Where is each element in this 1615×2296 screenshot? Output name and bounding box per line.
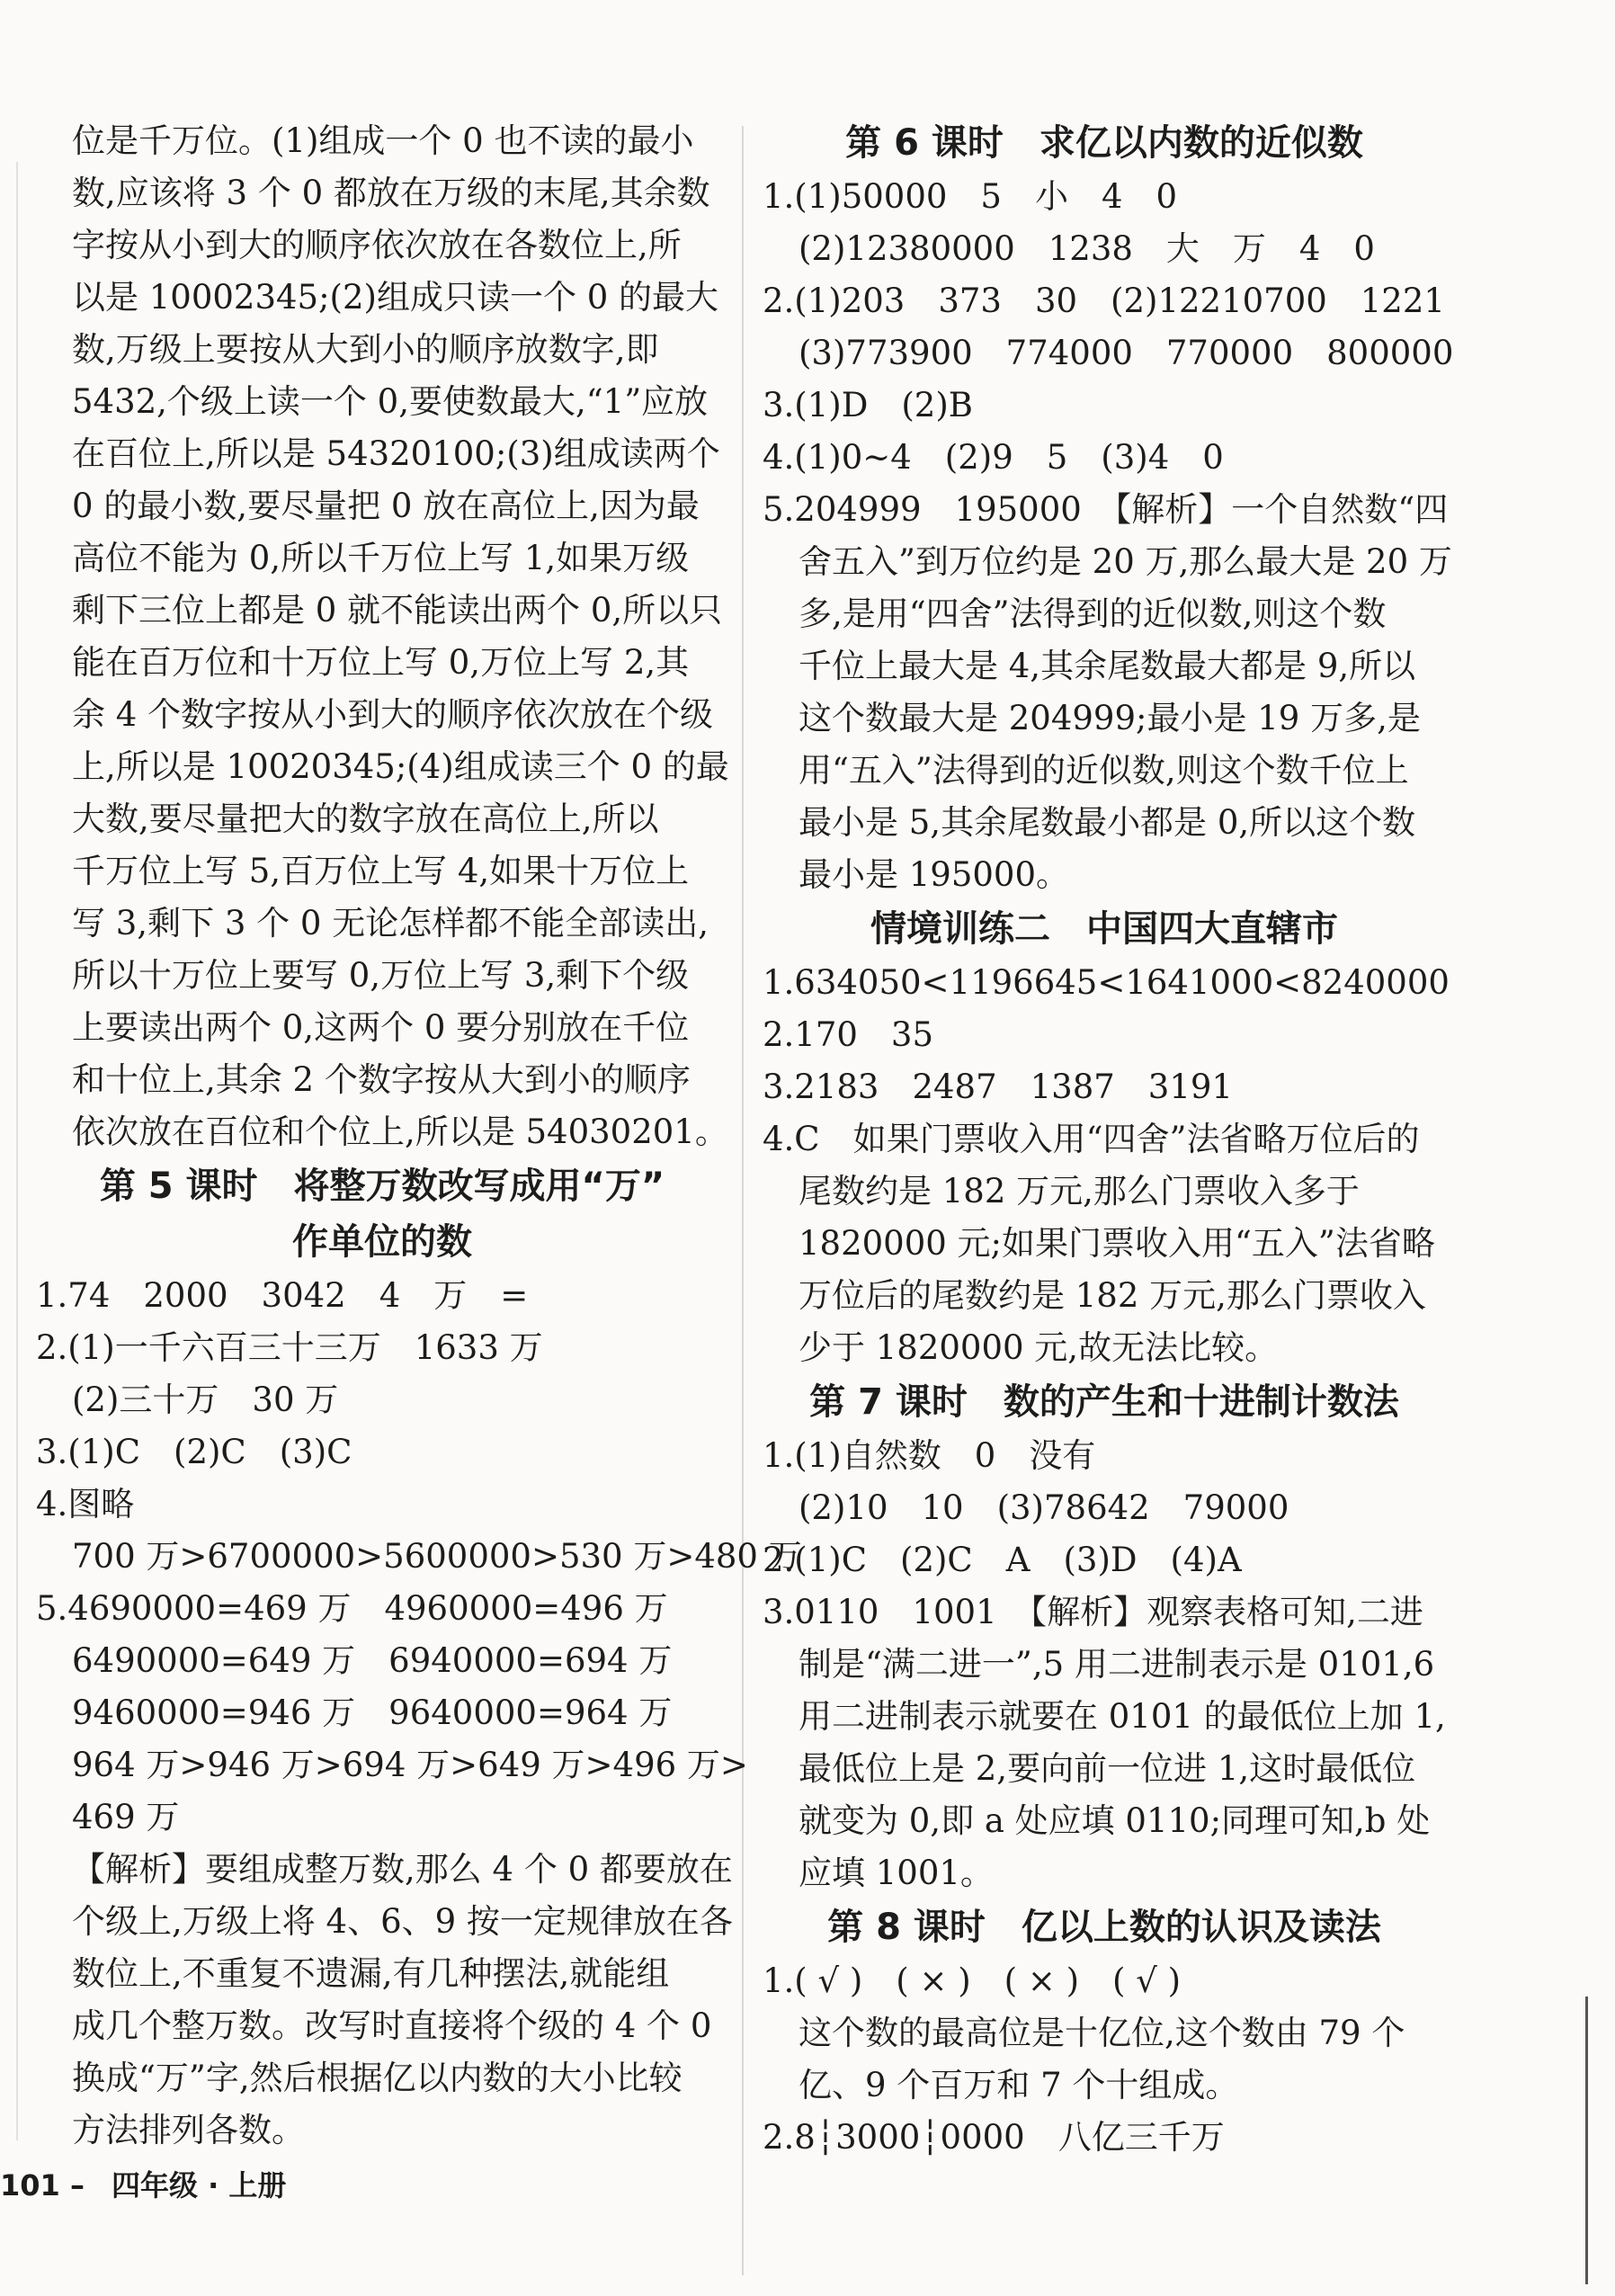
text-line: 在百位上,所以是 54320100;(3)组成读两个 (72, 434, 720, 473)
text-line: 字按从小到大的顺序依次放在各数位上,所 (72, 226, 682, 264)
lesson-7-title-text: 数的产生和十进制计数法 (1003, 1381, 1399, 1423)
lesson-6-number: 第 6 课时 (845, 122, 1004, 164)
text-line: 用“五入”法得到的近似数,则这个数千位上 (799, 751, 1409, 790)
text-line: 千万位上写 5,百万位上写 4,如果十万位上 (72, 852, 690, 890)
lesson-5-answers (36, 1270, 802, 2157)
text-line: 1.(1)自然数 0 没有 (763, 1436, 1096, 1475)
text-line: 多,是用“四舍”法得到的近似数,则这个数 (799, 594, 1387, 633)
text-line: 5.4690000=469 万 4960000=496 万 (36, 1589, 668, 1628)
lesson-8-title-text: 亿以上数的认识及读法 (1021, 1907, 1381, 1948)
text-line: 数位上,不重复不遗漏,有几种摆法,就能组 (72, 1954, 670, 1993)
page-number: 101 – (0, 2168, 85, 2202)
text-line: 就变为 0,即 a 处应填 0110;同理可知,b 处 (799, 1801, 1431, 1840)
text-line: 1.634050<1196645<1641000<8240000 (763, 963, 1450, 1002)
text-line: 【解析】要组成整万数,那么 4 个 0 都要放在 (72, 1850, 733, 1889)
text-line: (2)10 10 (3)78642 79000 (799, 1488, 1289, 1527)
text-line: 高位不能为 0,所以千万位上写 1,如果万级 (72, 539, 690, 577)
page-edge-line (16, 162, 18, 2140)
text-line: 这个数最大是 204999;最小是 19 万多,是 (799, 699, 1421, 737)
text-line: 舍五入”到万位约是 20 万,那么最大是 20 万 (799, 542, 1452, 581)
text-line: 2.8┆3000┆0000 八亿三千万 (763, 2118, 1225, 2157)
left-answer-text-top (36, 115, 728, 1158)
text-line: 1.( √ ) ( × ) ( × ) ( √ ) (763, 1961, 1182, 2000)
text-line: 3.2183 2487 1387 3191 (763, 1068, 1233, 1106)
text-line: 余 4 个数字按从小到大的顺序依次放在个级 (72, 695, 714, 734)
text-line: 制是“满二进一”,5 用二进制表示是 0101,6 (799, 1645, 1435, 1684)
text-line: 964 万>946 万>694 万>649 万>496 万> (72, 1746, 748, 1784)
text-line: 3.(1)C (2)C (3)C (36, 1433, 352, 1471)
text-line: 数,万级上要按从大到小的顺序放数字,即 (72, 330, 659, 369)
text-line: 位是千万位。(1)组成一个 0 也不读的最小 (72, 121, 694, 160)
lesson-5-title-text: 将整万数改写成用“万” (293, 1166, 665, 1207)
text-line: 尾数约是 182 万元,那么门票收入多于 (799, 1172, 1360, 1211)
text-line: 最小是 195000。 (799, 855, 1070, 894)
text-line: 上,所以是 10020345;(4)组成读三个 0 的最 (72, 747, 729, 786)
text-line: 2.(1)C (2)C A (3)D (4)A (763, 1541, 1242, 1579)
column-divider (742, 126, 744, 2275)
lesson-5-title (36, 1158, 728, 1214)
text-line: 方法排列各数。 (72, 2111, 305, 2149)
page-edge-mark (1585, 1997, 1588, 2284)
lesson-8-answers (763, 1955, 1446, 2164)
text-line: 2.170 35 (763, 1015, 934, 1054)
situation-label: 情境训练二 (870, 908, 1050, 950)
text-line: 700 万>6700000>5600000>530 万>480 万 (72, 1537, 802, 1576)
lesson-7-number: 第 7 课时 (809, 1381, 968, 1423)
text-line: (2)12380000 1238 大 万 4 0 (799, 229, 1375, 268)
situation-training-title (763, 901, 1446, 957)
text-line: 5.204999 195000 【解析】一个自然数“四 (763, 490, 1449, 529)
text-line: 写 3,剩下 3 个 0 无论怎样都不能全部读出, (72, 904, 709, 943)
lesson-6-title (763, 115, 1446, 171)
text-line: 所以十万位上要写 0,万位上写 3,剩下个级 (72, 956, 690, 995)
text-line: 2.(1)一千六百三十三万 1633 万 (36, 1328, 543, 1367)
text-line: 剩下三位上都是 0 就不能读出两个 0,所以只 (72, 591, 723, 630)
text-line: 5432,个级上读一个 0,要使数最大,“1”应放 (72, 382, 709, 421)
text-line: 6490000=649 万 6940000=694 万 (72, 1641, 673, 1680)
text-line: 这个数的最高位是十亿位,这个数由 79 个 (799, 2014, 1405, 2052)
text-line: (2)三十万 30 万 (72, 1380, 339, 1419)
text-line: 用二进制表示就要在 0101 的最低位上加 1, (799, 1697, 1446, 1736)
text-line: 1.74 2000 3042 4 万 = (36, 1276, 529, 1315)
left-column (36, 115, 802, 2157)
text-line: 0 的最小数,要尽量把 0 放在高位上,因为最 (72, 487, 700, 525)
text-line: 换成“万”字,然后根据亿以内数的大小比较 (72, 2059, 683, 2097)
text-line: 少于 1820000 元,故无法比较。 (799, 1328, 1279, 1367)
text-line: 成几个整万数。改写时直接将个级的 4 个 0 (72, 2006, 712, 2045)
text-line: 依次放在百位和个位上,所以是 54030201。 (72, 1112, 728, 1151)
text-line: 和十位上,其余 2 个数字按从大到小的顺序 (72, 1060, 691, 1099)
text-line: 大数,要尽量把大的数字放在高位上,所以 (72, 800, 659, 838)
text-line: 千位上最大是 4,其余尾数最大都是 9,所以 (799, 647, 1416, 685)
text-line: 最小是 5,其余尾数最小都是 0,所以这个数 (799, 803, 1416, 842)
right-column (763, 115, 1454, 2164)
text-line: 3.(1)D (2)B (763, 386, 973, 424)
text-line: 最低位上是 2,要向前一位进 1,这时最低位 (799, 1749, 1416, 1788)
text-line: 1820000 元;如果门票收入用“五入”法省略 (799, 1224, 1435, 1263)
text-line: 能在百万位和十万位上写 0,万位上写 2,其 (72, 643, 690, 682)
text-line: 4.图略 (36, 1485, 135, 1523)
text-line: 469 万 (72, 1798, 180, 1836)
text-line: 1.(1)50000 5 小 4 0 (763, 177, 1178, 216)
text-line: 应填 1001。 (799, 1854, 994, 1892)
text-line: 4.(1)0~4 (2)9 5 (3)4 0 (763, 438, 1224, 477)
text-line: 个级上,万级上将 4、6、9 按一定规律放在各 (72, 1902, 733, 1941)
situation-title-text: 中国四大直辖市 (1086, 908, 1338, 950)
situation-answers (763, 957, 1450, 1374)
text-line: 亿、9 个百万和 7 个十组成。 (799, 2066, 1239, 2104)
text-line: 4.C 如果门票收入用“四舍”法省略万位后的 (763, 1120, 1420, 1158)
text-line: 上要读出两个 0,这两个 0 要分别放在千位 (72, 1008, 690, 1047)
lesson-5-title-line2: 作单位的数 (292, 1221, 472, 1263)
lesson-7-answers (763, 1430, 1446, 1899)
text-line: 万位后的尾数约是 182 万元,那么门票收入 (799, 1276, 1426, 1315)
lesson-8-number: 第 8 课时 (827, 1907, 986, 1948)
text-line: 数,应该将 3 个 0 都放在万级的末尾,其余数 (72, 174, 710, 212)
text-line: 2.(1)203 373 30 (2)12210700 1221 (763, 281, 1445, 320)
page-footer (0, 2160, 286, 2211)
grade-label: 四年级 · 上册 (111, 2168, 287, 2202)
text-line: (3)773900 774000 770000 800000 (799, 334, 1454, 372)
lesson-8-title (763, 1899, 1446, 1955)
lesson-6-title-text: 求亿以内数的近似数 (1039, 122, 1363, 164)
lesson-5-number: 第 5 课时 (99, 1166, 258, 1207)
text-line: 以是 10002345;(2)组成只读一个 0 的最大 (72, 278, 719, 317)
lesson-6-answers (763, 171, 1454, 901)
text-line: 9460000=946 万 9640000=964 万 (72, 1693, 673, 1732)
lesson-7-title (763, 1374, 1446, 1430)
text-line: 3.0110 1001 【解析】观察表格可知,二进 (763, 1593, 1423, 1631)
